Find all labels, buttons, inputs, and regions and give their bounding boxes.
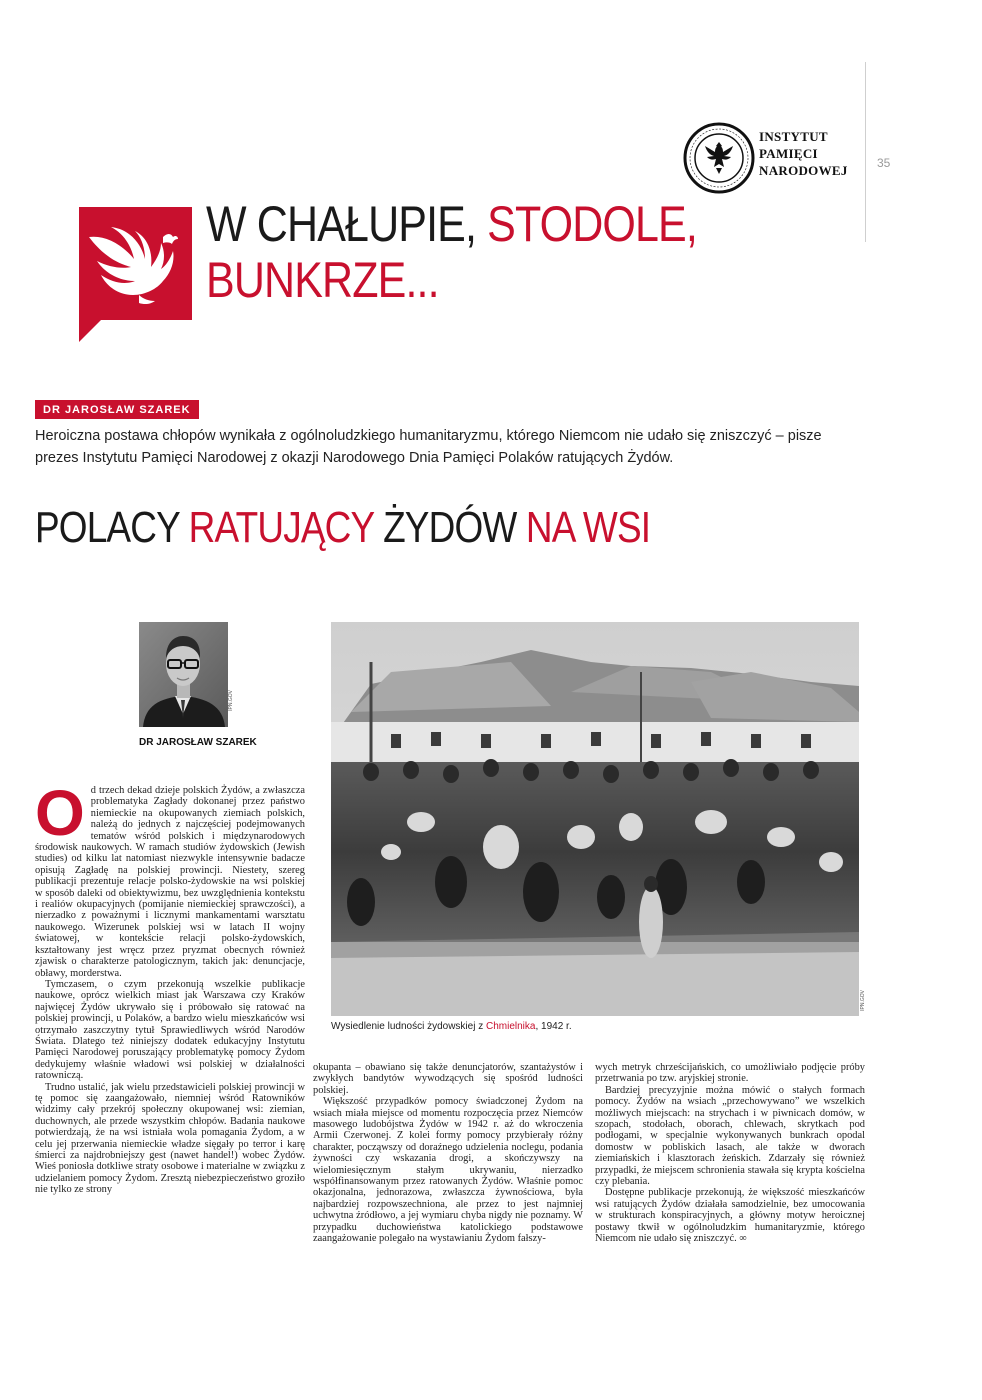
article-paragraph: okupanta – obawiano się także denuncjatorów, szantażystów i zwykłych bandytów wywodzących się spośród ludności polskiej. [313,1062,583,1096]
author-portrait [139,622,228,727]
main-title-part-1: W CHAŁUPIE, [206,196,488,252]
photo-caption-place: Chmielnika [485,1021,536,1032]
ipn-seal-icon [683,122,755,194]
ipn-wordmark [759,128,848,179]
lead-paragraph: Heroiczna postawa chłopów wynikała z ogólnoludzkiego humanitaryzmu, którego Niemcom nie udało się zniszczyć – pisze prezes Instytutu Pamięci Narodowej z okazji Narodowego Dnia Pamięci Polaków ratujących Żydów. [35,428,822,466]
header-divider [865,62,866,242]
article-column-3 [595,1062,865,1245]
article-paragraph: Dostępne publikacje przekonują, że większość mieszkańców wsi ratujących Żydów działała samodzielnie, bez umocowania w strukturach konspiracyjnych, a główny motyw heroicznej postawy tkwił w ogólnoludzkim humanitaryzmie, którego Niemcom nie udało się zniszczyć. ∞ [595,1187,865,1245]
article-title-word-1: POLACY [35,503,189,552]
article-title-word-3: ŻYDÓW [373,503,526,552]
eagle-badge-icon [79,207,192,342]
photo-caption-date: , 1942 r. [535,1021,572,1032]
article-title [35,502,650,554]
main-title-part-2: STODOLE, [487,196,697,252]
photo-credit: IPN.GOV [860,990,866,1011]
article-paragraph-text: d trzech dekad dzieje polskich Żydów, a zwłaszcza problematyka Zagłady dokonanej przez państwo niemieckie na okupowanych ziemiach polskich, należą do jednych z najczęściej podejmowanych tematów wśród polskich i międzynarodowych środowisk naukowych. W ramach studiów żydowskich (Jewish studies) od kilku lat natomiast niezwykle intensywnie badacze opisują Zagładę na polskiej prowincji. Niestety, szereg publikacji prezentuje relacje polsko-żydowskie na wsi polskiej w sposób daleki od obiektywizmu, bez uwzględnienia kontekstu i realiów okupacyjnych (pomijanie niemieckiej sprawczości), a nierzadko z poważnymi i licznymi mankamentami warsztatu naukowego. Wizerunek polskiej wsi w latach II wojny światowej, w kontekście relacji polsko-żydowskich, kształtowany jest wręcz przez pryzmat obecnych również zjawisk o charakterze patologicznym, takich jak: denuncjacje, obławy, morderstwa. [35,785,305,979]
page-number: 35 [877,156,891,170]
author-tag: DR JAROSŁAW SZAREK [35,400,199,419]
article-paragraph: Trudno ustalić, jak wielu przedstawicieli polskiej prowincji w tę pomoc się zaangażowało, niemniej wśród Ratowników widzimy cały przekrój społeczny okupowanej wsi: ziemian, duchownych, ale przede wszystkim chłopów. Badania naukowe potwierdzają, że na wsi istniała wola pomagania Żydom, a w celu jej przerwania niemieckie władze sięgały po terror i karę śmierci za najdrobniejszy gest (nawet handel!) wobec Żydów. Wieś poniosła dotkliwe straty osobowe i materialne w związku z udzielaniem pomocy Żydom. Zresztą niebezpieczeństwo groziło nie tylko ze strony [35,1081,305,1196]
portrait-credit: IPN.GOV [228,690,234,711]
ipn-line-2: PAMIĘCI [759,146,818,161]
article-paragraph [35,777,305,979]
drop-cap: O [35,777,85,849]
article-paragraph: wych metryk chrześcijańskich, co umożliwiało podjęcie próby przetrwania po tzw. aryjskiej stronie. [595,1062,865,1085]
ipn-line-3: NARODOWEJ [759,163,848,178]
photo-caption-text: Wysiedlenie ludności żydowskiej z [331,1021,486,1032]
historical-photo [331,622,859,1016]
ipn-line-1: INSTYTUT [759,129,828,144]
article-title-word-2: RATUJĄCY [188,503,374,552]
article-paragraph: Większość przypadków pomocy świadczonej Żydom na wsiach miała miejsce od momentu rozpoczęcia przez Niemców masowego ludobójstwa Żydów w 1942 r. aż do wkroczenia Armii Czerwonej. Z kolei formy pomocy przybierały różny charakter, począwszy od doraźnego udzielenia noclegu, podania żywności czy wskazania drogi, a skończywszy na wielomiesięcznym stałym ukrywaniu, nierzadko współfinansowanym przez ratowanych Żydów. Właśnie pomoc okazjonalna, jednorazowa, zwłaszcza żywnościowa, była najbardziej rozpowszechniona, ale przez to jest najmniej uchwytna źródłowo, a jej wymiaru chyba nigdy nie poznamy. W przypadku duchowieństwa katolickiego podstawowe zaangażowanie polegało na wystawianiu Żydom fałszy- [313,1096,583,1245]
article-paragraph: Tymczasem, o czym przekonują wszelkie publikacje naukowe, oprócz wielkich miast jak Warszawa czy Kraków najwięcej Żydów ukrywało się i próbowało się ratować na polskiej prowincji, u Polaków, a bardzo wielu mieszkańców wsi otrzymało zaszczytny tytuł Sprawiedliwych wśród Narodów Świata. Dlatego też niniejszy dodatek edukacyjny Instytutu Pamięci Narodowej poruszający problematykę pomocy Żydom dedykujemy właśnie władowi wsi polskiej w działalności ratowniczą. [35,978,305,1082]
article-column-1 [35,777,305,1196]
article-paragraph: Bardziej precyzyjnie można mówić o stałych formach pomocy. Żydów na wsiach „przechowywano” we wszelkich możliwych miejscach: na strychach i w piwnicach domów, w szopach, stodołach, oborach, chlewach, skrytkach pod podłogami, w specjalnie wykonywanych bunkrach opodal domostw w pobliskich lasach, ale także w dworach ziemiańskich i klasztorach żeńskich. Zdarzały się również przypadki, że miejscem schronienia stawała się krypta kościelna czy plebania. [595,1084,865,1188]
photo-caption [331,1021,572,1032]
article-column-2 [313,1062,583,1245]
main-title [206,196,697,308]
portrait-caption: DR JAROSŁAW SZAREK [139,737,257,748]
article-title-word-4: NA WSI [525,503,651,552]
main-title-part-3: BUNKRZE... [206,252,439,308]
